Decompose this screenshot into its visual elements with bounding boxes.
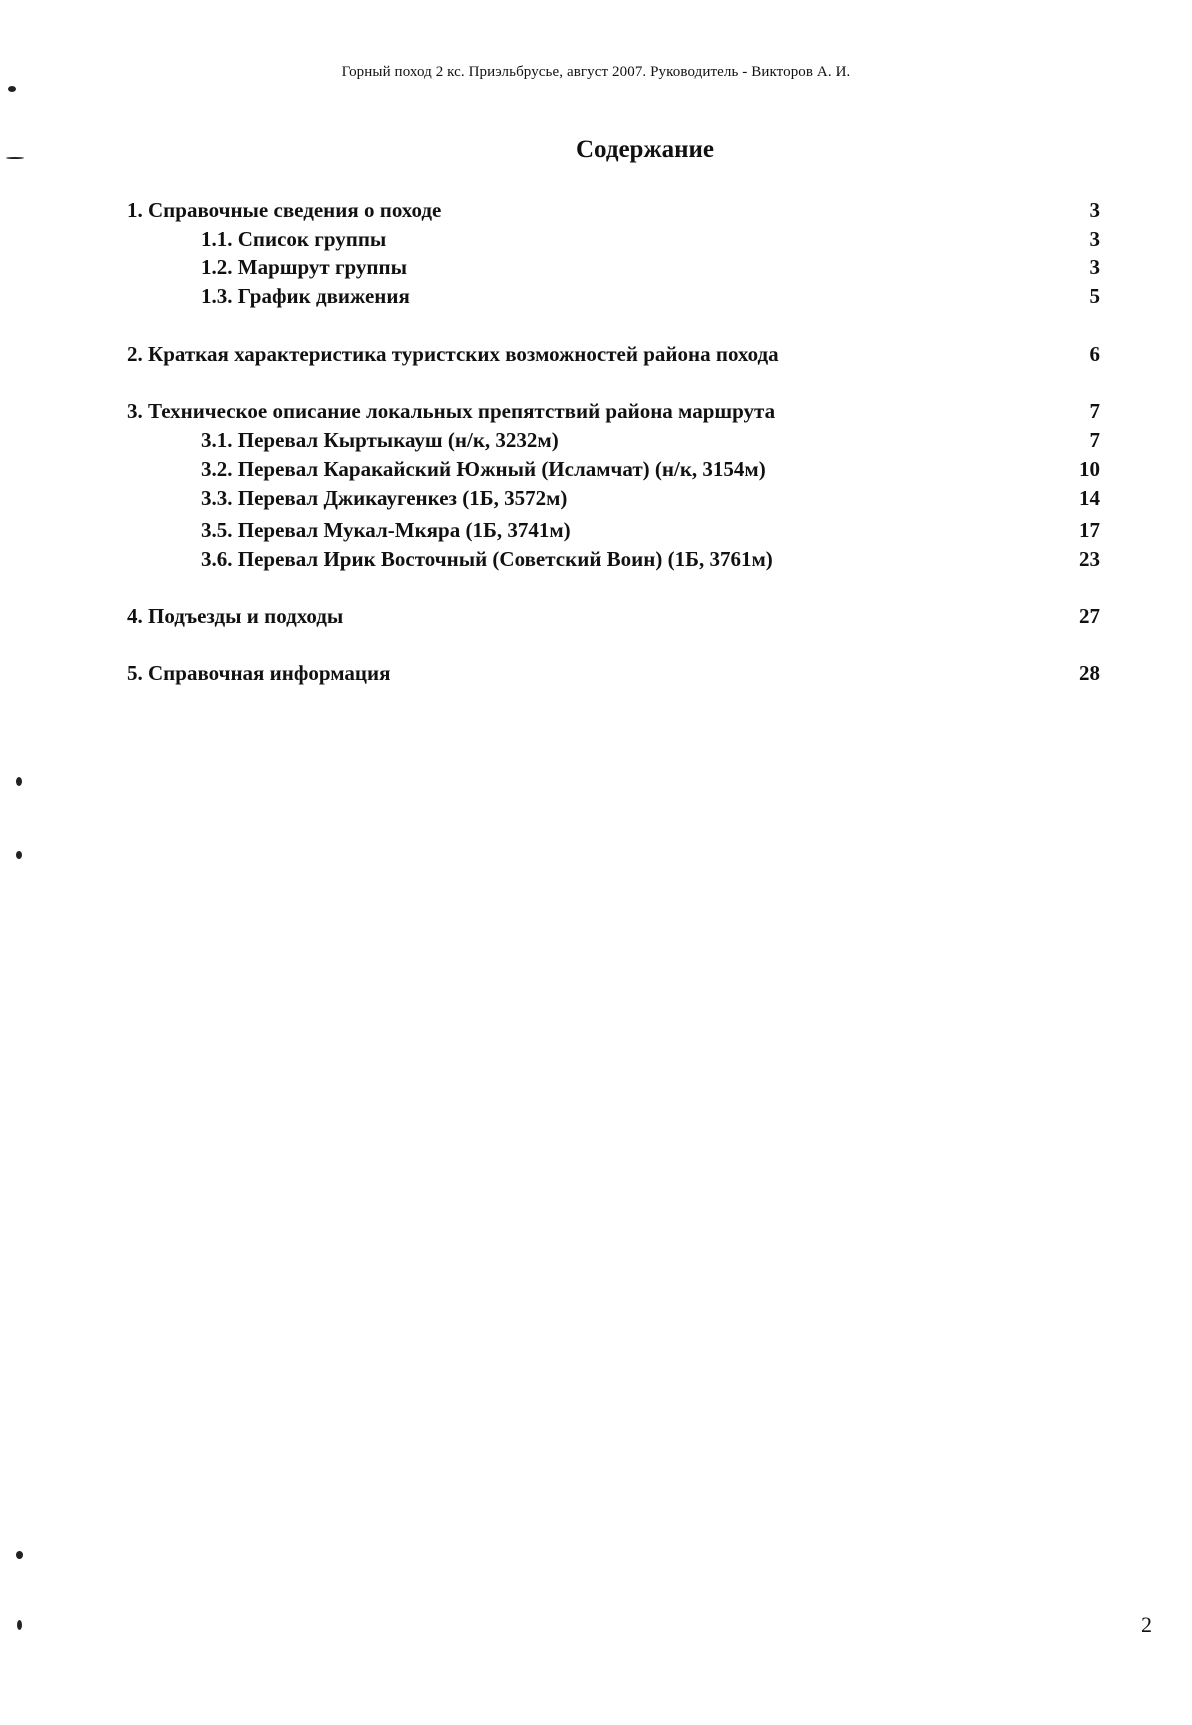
toc-entry-label: 3.6. Перевал Ирик Восточный (Советский Воин) (1Б, 3761м) <box>201 547 773 571</box>
toc-entry <box>0 428 1192 456</box>
scan-speck <box>16 777 22 786</box>
page-title: Содержание <box>575 136 714 163</box>
toc-entry <box>0 547 1192 575</box>
toc-entry-page: 28 <box>1079 661 1100 685</box>
toc-entry <box>0 661 1192 689</box>
toc-entry-page: 3 <box>1089 255 1100 279</box>
toc-entry <box>0 198 1192 226</box>
toc-entry <box>0 518 1192 546</box>
toc-entry-label: 1.3. График движения <box>201 284 410 308</box>
toc-entry-page: 7 <box>1089 399 1100 423</box>
toc-entry-label: 4. Подъезды и подходы <box>127 604 344 628</box>
toc-entry-page: 7 <box>1089 428 1100 452</box>
page-number: 2 <box>1141 1612 1152 1637</box>
toc-entry-page: 6 <box>1089 342 1100 366</box>
toc-entry <box>0 486 1192 514</box>
toc-entry-page: 10 <box>1079 457 1100 481</box>
toc-entry <box>0 255 1192 283</box>
toc-entry-label: 1.1. Список группы <box>201 227 387 251</box>
toc-entry-label: 1.2. Маршрут группы <box>201 255 407 279</box>
toc-entry-page: 14 <box>1079 486 1100 510</box>
scan-speck <box>17 1620 22 1630</box>
toc-entry-page: 3 <box>1089 198 1100 222</box>
toc-entry <box>0 342 1192 370</box>
toc-entry-label: 3.2. Перевал Каракайский Южный (Исламчат) (н/к, 3154м) <box>201 457 766 481</box>
toc-entry-label: 1. Справочные сведения о походе <box>127 198 442 222</box>
scan-speck <box>16 851 22 859</box>
toc-entry <box>0 227 1192 255</box>
scan-speck <box>16 1551 23 1559</box>
toc-entry-label: 3.5. Перевал Мукал-Мкяра (1Б, 3741м) <box>201 518 571 542</box>
toc-entry-label: 5. Справочная информация <box>127 661 391 685</box>
toc-entry <box>0 399 1192 427</box>
scan-speck <box>8 86 16 92</box>
toc-entry-page: 17 <box>1079 518 1100 542</box>
toc-entry-page: 27 <box>1079 604 1100 628</box>
toc-entry <box>0 284 1192 312</box>
toc-entry-label: 3.1. Перевал Кыртыкауш (н/к, 3232м) <box>201 428 559 452</box>
toc-entry <box>0 457 1192 485</box>
toc-entry-page: 3 <box>1089 227 1100 251</box>
toc-entry-page: 5 <box>1089 284 1100 308</box>
scan-speck <box>6 157 24 159</box>
running-header: Горный поход 2 кс. Приэльбрусье, август 2007. Руководитель - Викторов А. И. <box>341 64 851 80</box>
toc-entry-label: 2. Краткая характеристика туристских возможностей района похода <box>127 342 779 366</box>
toc-entry-label: 3. Техническое описание локальных препятствий района маршрута <box>127 399 776 423</box>
toc-entry-label: 3.3. Перевал Джикаугенкез (1Б, 3572м) <box>201 486 568 510</box>
toc-entry-page: 23 <box>1079 547 1100 571</box>
toc-entry <box>0 604 1192 632</box>
